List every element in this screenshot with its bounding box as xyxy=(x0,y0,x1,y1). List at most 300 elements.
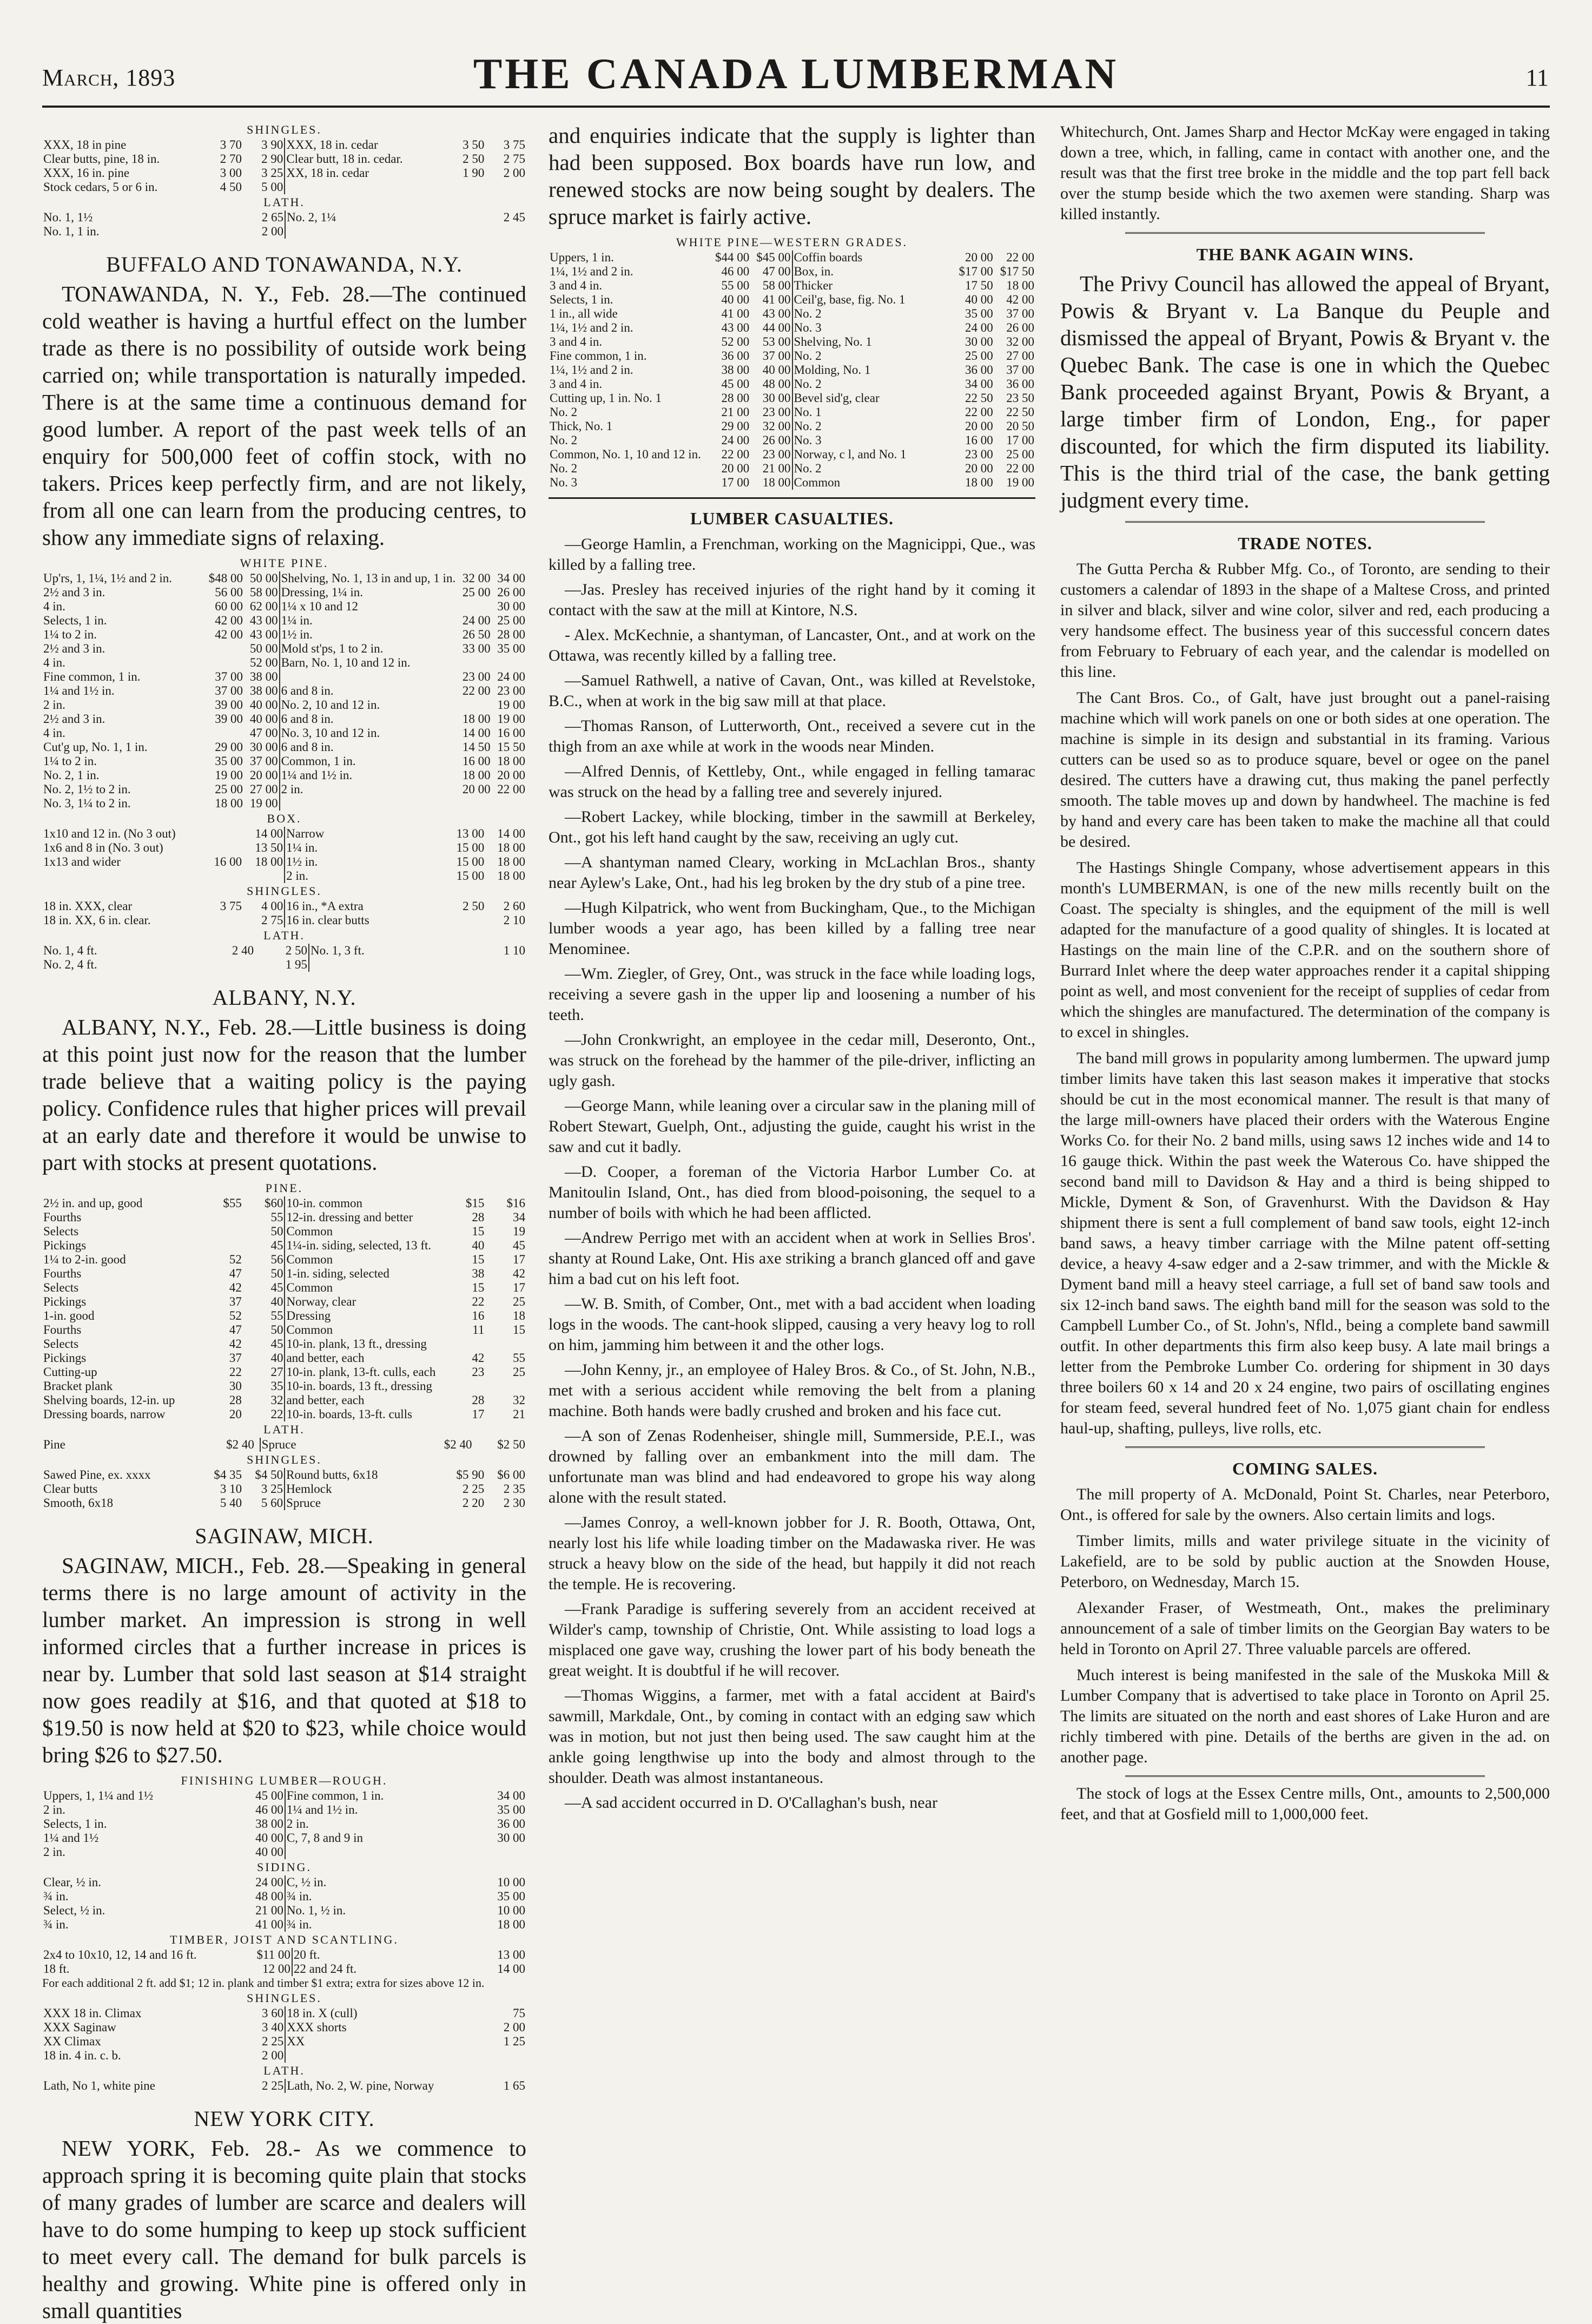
table-cell: 1-in. good xyxy=(43,1309,95,1322)
table-cell: 27 xyxy=(270,1365,283,1379)
table-cell: 36 00 xyxy=(1006,377,1034,391)
table-cell: 27 00 xyxy=(1006,349,1034,363)
table-cell: 17 50 xyxy=(965,279,993,292)
table-cell: No. 1, ½ in. xyxy=(285,1904,445,1918)
table-cell xyxy=(202,1239,243,1253)
table-heading: SHINGLES. xyxy=(247,1453,322,1466)
table-cell: 2 75 xyxy=(261,913,283,927)
table-cell: No. 1 xyxy=(792,405,953,419)
table-cell: 15 00 xyxy=(456,869,485,883)
table-cell: 58 00 xyxy=(249,585,278,599)
table-cell: Lath, No. 2, W. pine, Norway xyxy=(285,2079,445,2093)
table-row xyxy=(42,152,526,166)
table-cell: 21 xyxy=(513,1407,525,1421)
table-cell: 52 00 xyxy=(249,656,278,669)
table-cell: 40 xyxy=(270,1351,283,1365)
coming-sales-list xyxy=(1060,1484,1550,1768)
table-cell: 3 00 xyxy=(220,166,242,180)
table-cell: 34 00 xyxy=(965,377,993,391)
table-cell: 56 xyxy=(270,1253,283,1266)
table-cell: 20 00 xyxy=(497,768,525,782)
table-cell: 1½ in. xyxy=(280,628,457,642)
table-cell: ¾ in. xyxy=(285,1918,445,1932)
table-cell: No. 3, 10 and 12 in. xyxy=(280,726,457,740)
table-cell: 40 00 xyxy=(721,293,750,306)
table-cell: XXX shorts xyxy=(285,2020,445,2035)
table-row xyxy=(42,958,526,972)
table-cell: Norway, clear xyxy=(285,1295,444,1309)
table-row xyxy=(42,1210,526,1224)
table-cell: 40 xyxy=(472,1239,485,1252)
table-cell: $17 50 xyxy=(1000,265,1034,278)
table-cell: 38 00 xyxy=(249,670,278,683)
table-cell: 2 00 xyxy=(261,225,284,238)
table-cell: Selects xyxy=(43,1337,79,1351)
table-cell: 3 40 xyxy=(261,2020,284,2034)
table-cell: 25 00 xyxy=(462,585,491,599)
table-row xyxy=(549,377,1035,391)
table-cell: Common xyxy=(285,1281,444,1295)
table-cell: 18 00 xyxy=(215,796,243,810)
table-cell xyxy=(485,1337,526,1351)
table-cell: No. 2 xyxy=(550,433,578,447)
table-cell: 2 45 xyxy=(503,210,525,224)
table-cell: $4 35 xyxy=(214,1468,242,1482)
table-cell: 34 xyxy=(513,1210,525,1224)
table-cell: Common xyxy=(285,1323,444,1337)
table-cell: Smooth, 6x18 xyxy=(43,1496,114,1510)
table-cell: 32 00 xyxy=(1006,335,1034,348)
table-cell: Selects xyxy=(43,1281,79,1294)
table-cell: Shelving, No. 1 xyxy=(792,335,953,349)
table-cell: 34 00 xyxy=(497,571,525,585)
casualty-item: —Robert Lackey, while blocking, timber in the sawmill at Berkeley, Ont., got his left hand caught by the saw, receiving an ugly cut. xyxy=(549,808,1035,846)
table-cell: Selects xyxy=(43,1224,79,1238)
trade-note: The band mill grows in popularity among lumbermen. The upward jump timber limits have taken this last season makes it imperative that stocks should be cut in the most economical manner. The result is that many of the large mill-owners have placed their orders with the Waterous Engine Works Co. for their No. 2 band mills, using saws 12 inches wide and 14 to 16 gauge thick. Within the past week the Waterous Co. have shipped the second band mill to Davidson & Hay and a third is being shipped to Mickle, Dyment & Son, of Gravenhurst. With the Davidson & Hay shipment there is sent a full complement of band saw tools, eight 12-inch band saws, a heavy timber carriage with the Milne patent off-setting device, a heavy 4-saw edger and a 2-saw trimmer, and with the Mickle & Dyment band mill a heavy steel carriage, a full set of band saw tools and six 12-inch band saws. The eighth band mill for the season was sold to the Campbell Lumber Co., of St. John's, Nfld., being a complete band sawmill outfit. In other departments this firm also keep busy. A late mail brings a letter from the Pembroke Lumber Co. ordering for shipment in 30 days three boilers 60 x 14 and 20 x 24 engine, two pairs of oscillating engines for steam feed, several hundred feet of No. 1,075 giant chain for endless haul-up, shafting, pulleys, live rolls, etc. xyxy=(1060,1049,1550,1437)
table-cell: 15 xyxy=(513,1323,525,1337)
table-cell: 6 and 8 in. xyxy=(280,684,457,698)
table-cell: 1½ in. xyxy=(285,855,444,869)
table-cell: 18 ft. xyxy=(43,1962,70,1976)
table-cell: 10-in. boards, 13-ft. culls xyxy=(285,1407,444,1421)
table-cell: 10-in. plank, 13 ft., dressing xyxy=(285,1337,444,1351)
table-row xyxy=(42,180,526,194)
table-cell: 10-in. common xyxy=(285,1196,444,1210)
table-cell: 50 xyxy=(270,1224,283,1238)
table-cell: Spruce xyxy=(260,1438,420,1452)
table-cell: 35 00 xyxy=(965,307,993,320)
table-row xyxy=(549,321,1035,335)
section-heading-buffalo: BUFFALO AND TONAWANDA, N.Y. xyxy=(106,252,463,276)
casualty-item: —Thomas Wiggins, a farmer, met with a fatal accident at Baird's sawmill, Markdale, Ont., by coming in contact with an edging saw which was in motion, but not just then being used. The saw caught him at the ankle going lengthwise up into the body and almost through to the shoulder. Death was almost instantaneous. xyxy=(549,1687,1035,1787)
casualty-item: —George Hamlin, a Frenchman, working on the Magnicippi, Que., was killed by a falling tree. xyxy=(549,535,1035,574)
table-cell: 18 in. XX, 6 in. clear. xyxy=(43,913,151,927)
table-cell xyxy=(445,225,451,239)
table-cell: 38 xyxy=(472,1267,485,1280)
table-cell: 1¼ to 2-in. good xyxy=(43,1253,126,1266)
table-cell: No. 3 xyxy=(792,321,953,335)
table-row xyxy=(549,335,1035,349)
table-row xyxy=(42,726,526,740)
table-cell: 3 10 xyxy=(220,1482,242,1496)
table-cell: 14 00 xyxy=(255,827,283,840)
table-cell: 37 00 xyxy=(215,684,243,697)
table-cell: 2 50 xyxy=(463,152,485,166)
table-row xyxy=(42,698,526,712)
table-cell: C, 7, 8 and 9 in xyxy=(285,1831,445,1845)
table-cell: 28 00 xyxy=(497,628,525,641)
table-cell: 18 in. 4 in. c. b. xyxy=(43,2049,121,2062)
table-cell: 62 00 xyxy=(249,600,278,613)
table-cell: 18 00 xyxy=(497,841,525,854)
table-row xyxy=(42,1351,526,1365)
table-cell: 16 00 xyxy=(214,855,242,868)
table-heading: LATH. xyxy=(263,195,305,209)
table-cell: and better, each xyxy=(285,1393,444,1407)
table-row xyxy=(42,1962,526,1976)
table-cell: Common xyxy=(285,1253,444,1267)
table-cell: No. 1, 1½ xyxy=(43,210,93,224)
table-row xyxy=(42,1337,526,1351)
table-cell: 46 00 xyxy=(255,1803,283,1816)
table-cell: No. 2, 1½ to 2 in. xyxy=(43,782,131,796)
casualty-item: —Jas. Presley has received injuries of the right hand by it coming it contact with the saw at the mill at Kintore, N.S. xyxy=(549,581,1035,619)
table-cell: 58 00 xyxy=(762,279,791,292)
table-row xyxy=(42,1845,526,1859)
table-cell: Pickings xyxy=(43,1351,87,1365)
table-cell: 17 xyxy=(513,1281,525,1294)
table-cell: 1 25 xyxy=(503,2035,525,2048)
table-cell: Uppers, 1, 1¼ and 1½ xyxy=(43,1789,154,1802)
table-cell: Pickings xyxy=(43,1239,87,1252)
table-cell xyxy=(457,600,491,614)
table-cell: XX Climax xyxy=(43,2035,101,2048)
table-cell: 17 00 xyxy=(1006,433,1034,447)
column-1 xyxy=(42,122,526,2323)
table-cell: 18 00 xyxy=(497,869,525,883)
table-cell xyxy=(202,958,255,972)
table-cell: $45 00 xyxy=(756,251,791,264)
table-cell: 2 00 xyxy=(503,2020,525,2034)
table-cell: 19 00 xyxy=(215,768,243,782)
table-cell: 2 75 xyxy=(503,152,525,166)
section-heading-saginaw: SAGINAW, MICH. xyxy=(195,1524,374,1548)
table-cell: Pickings xyxy=(43,1295,87,1308)
table-cell: 18 in. XXX, clear xyxy=(43,899,133,913)
table-cell: ¾ in. xyxy=(285,1890,445,1904)
table-cell: 18 00 xyxy=(1006,279,1034,292)
table-cell: 45 xyxy=(270,1337,283,1351)
table-cell xyxy=(445,2049,526,2063)
table-cell: 20 xyxy=(229,1407,242,1421)
casualty-item: —W. B. Smith, of Comber, Ont., met with a bad accident when loading logs in the woods. The cant-hook slipped, causing a very heavy log to roll on him, jamming him between it and the other logs. xyxy=(549,1295,1035,1354)
table-cell: 45 xyxy=(270,1281,283,1294)
table-cell: 41 00 xyxy=(255,1918,283,1931)
price-table xyxy=(42,827,526,883)
table-cell: 53 00 xyxy=(762,335,791,348)
table-row xyxy=(42,1407,526,1421)
table-heading: WHITE PINE—WESTERN GRADES. xyxy=(676,235,908,249)
table-cell: 42 00 xyxy=(1006,293,1034,306)
table-cell xyxy=(445,913,486,927)
table-cell: Clear butts, pine, 18 in. xyxy=(43,152,160,166)
table-cell: 40 00 xyxy=(762,363,791,377)
table-cell xyxy=(285,2049,445,2063)
table-cell: 6 and 8 in. xyxy=(280,740,457,754)
table-cell: Thick, No. 1 xyxy=(550,419,613,433)
table-cell: 48 00 xyxy=(255,1890,283,1903)
sale-item: The mill property of A. McDonald, Point St. Charles, near Peterboro, Ont., is offered for sale by the owners. Also certain limits and logs. xyxy=(1060,1485,1550,1524)
table-cell: 43 00 xyxy=(249,628,278,641)
section-heading-albany: ALBANY, N.Y. xyxy=(212,985,356,1010)
table-cell: Fine common, 1 in. xyxy=(43,670,141,683)
table-row xyxy=(42,210,526,225)
table-cell: 23 00 xyxy=(462,670,491,683)
table-cell: 28 xyxy=(472,1393,485,1407)
issue-date: March, 1893 xyxy=(42,64,176,91)
table-cell: $5 90 xyxy=(456,1468,485,1482)
table-cell: No. 2, 1 in. xyxy=(43,768,100,782)
table-cell: 22 00 xyxy=(721,447,750,461)
table-cell xyxy=(468,944,473,958)
table-cell: 40 xyxy=(270,1295,283,1308)
table-cell: 23 50 xyxy=(1006,391,1034,405)
table-row xyxy=(42,1393,526,1407)
table-cell: Cutting-up xyxy=(43,1365,97,1379)
table-cell: 1¼, 1½ and 2 in. xyxy=(550,265,633,278)
table-cell: 6 and 8 in. xyxy=(280,712,457,726)
table-row xyxy=(42,2079,526,2093)
table-cell: 45 00 xyxy=(721,377,750,391)
table-cell: 35 00 xyxy=(215,754,243,768)
section-heading-coming-sales: COMING SALES. xyxy=(1232,1459,1378,1478)
table-row xyxy=(42,899,526,913)
table-heading: PINE. xyxy=(265,1181,303,1195)
table-cell: 26 50 xyxy=(462,628,491,641)
table-cell: 40 00 xyxy=(249,712,278,726)
table-cell: 52 xyxy=(229,1309,242,1322)
table-cell: 3 50 xyxy=(463,138,485,152)
table-cell: 18 00 xyxy=(497,1918,525,1931)
table-cell: 20 ft. xyxy=(292,1948,452,1962)
casualty-item: —John Kenny, jr., an employee of Haley Bros. & Co., of St. John, N.B., met with a serious accident while removing the belt from a planing machine. Both hands were badly crushed and broken and his face cut. xyxy=(549,1361,1035,1420)
table-cell: 25 xyxy=(513,1365,525,1379)
table-cell: 2½ and 3 in. xyxy=(43,642,105,655)
section-rule xyxy=(1125,1775,1485,1778)
table-cell: 20 00 xyxy=(965,419,993,433)
table-cell: 1 65 xyxy=(503,2079,525,2092)
table-cell: $16 xyxy=(506,1196,525,1210)
table-cell: 27 00 xyxy=(249,782,278,796)
table-cell: 40 00 xyxy=(965,293,993,306)
table-row xyxy=(549,433,1035,447)
table-cell: 14 50 xyxy=(462,740,491,754)
table-cell: 45 xyxy=(270,1239,283,1252)
table-cell: 15 xyxy=(472,1253,485,1266)
table-heading: TIMBER, JOIST AND SCANTLING. xyxy=(170,1933,399,1946)
table-cell: Thicker xyxy=(792,279,953,293)
table-cell: 22 xyxy=(270,1407,283,1421)
table-cell: No. 2 xyxy=(550,462,578,475)
table-cell: 1 90 xyxy=(463,166,485,180)
table-cell xyxy=(202,225,208,239)
table-cell xyxy=(445,1379,486,1393)
trade-notes-list xyxy=(1060,559,1550,1439)
table-cell: 5 60 xyxy=(261,1496,283,1510)
casualty-item: —Frank Paradige is suffering severely from an accident received at Wilder's camp, township of Christie, Ont. While assisting to load logs a misplaced one gave way, crushing the lower part of his body beneath the great weight. It is doubtful if he will recover. xyxy=(549,1600,1035,1680)
table-cell: $15 xyxy=(465,1196,485,1210)
table-cell: and better, each xyxy=(285,1351,444,1365)
table-cell: XXX 18 in. Climax xyxy=(43,2006,142,2020)
table-cell: 24 00 xyxy=(462,614,491,627)
table-cell: 47 00 xyxy=(762,265,791,278)
table-cell: 3 25 xyxy=(261,1482,283,1496)
table-row xyxy=(549,265,1035,279)
table-cell: 20 00 xyxy=(965,462,993,475)
table-cell: $55 xyxy=(223,1196,242,1210)
table-cell: 24 00 xyxy=(497,670,525,683)
table-cell: 1x10 and 12 in. (No 3 out) xyxy=(43,827,176,840)
table-cell: 18 00 xyxy=(497,754,525,768)
table-cell: 25 00 xyxy=(1006,447,1034,461)
section-heading-newyork: NEW YORK CITY. xyxy=(194,2106,375,2131)
table-cell: 1¼, 1½ and 2 in. xyxy=(550,363,633,377)
trade-note: The Gutta Percha & Rubber Mfg. Co., of Toronto, are sending to their customers a calendar of 1893 in the shape of a Maltese Cross, and printed in silver and black, silver and wine color, silver and red, each producing a very handsome effect. The business year of this successful concern dates from February to February of each year, and the calendar is modelled on this line. xyxy=(1060,560,1550,681)
table-cell: Clear butt, 18 in. cedar. xyxy=(285,152,444,166)
section-rule xyxy=(1125,521,1485,524)
table-row xyxy=(42,1890,526,1904)
table-row xyxy=(42,1365,526,1379)
price-table xyxy=(42,944,526,972)
table-cell: 22 and 24 ft. xyxy=(292,1962,452,1976)
table-cell: Dressing, 1¼ in. xyxy=(280,585,457,600)
table-cell: 17 xyxy=(472,1407,485,1421)
table-cell: XXX Saginaw xyxy=(43,2020,116,2034)
table-cell: 1-in. siding, selected xyxy=(285,1267,444,1281)
table-cell: 50 xyxy=(270,1267,283,1280)
table-cell xyxy=(202,642,244,656)
table-cell: 20 00 xyxy=(721,462,750,475)
table-heading: SHINGLES. xyxy=(247,1991,322,2005)
table-row xyxy=(549,405,1035,419)
table-cell: XXX, 16 in. pine xyxy=(43,166,130,180)
table-cell: 10-in. plank, 13-ft. culls, each xyxy=(285,1365,444,1379)
table-cell: 1 in., all wide xyxy=(550,307,618,320)
table-cell: 28 00 xyxy=(721,391,750,405)
table-cell: 30 00 xyxy=(965,335,993,348)
table-cell: 44 00 xyxy=(762,321,791,334)
table-cell: 2 25 xyxy=(261,2035,284,2048)
table-cell: 1¼ in. xyxy=(280,614,457,628)
trade-note: The Cant Bros. Co., of Galt, have just brought out a panel-raising machine which will work panels on one or both sides at one operation. The machine is simple in its design and substantial in its framing. Various cutters can be used so as to produce square, bevel or ogee on the panel desired. The cutters have a drawing cut, thus making the panel perfectly smooth. The table moves up and down by handwheel. The machine is fed by hand and every care has been taken to make the machine all that could be desired. xyxy=(1060,689,1550,851)
table-row xyxy=(549,363,1035,377)
article-text: TONAWANDA, N. Y., Feb. 28.—The continued cold weather is having a hurtful effect on the lumber trade as there is no possibility of outside work being carried on; while transportation is naturally impeded. There is at the same time a continuous demand for good lumber. A report of the past week tells of an enquiry for 500,000 feet of coffin stock, with no takers. Prices keep perfectly firm, and are not likely, from all one can learn from the producing centres, to show any immediate signs of relaxing. xyxy=(42,281,526,550)
table-cell: 2 20 xyxy=(463,1496,485,1510)
casualty-item: —A son of Zenas Rodenheiser, shingle mill, Summerside, P.E.I., was drowned by falling over an embankment into the mill dam. The unfortunate man was blind and had endeavored to grope his way along alone with the result stated. xyxy=(549,1427,1035,1506)
table-cell: 22 xyxy=(229,1365,242,1379)
table-row xyxy=(42,869,526,883)
table-cell: 16 00 xyxy=(462,754,491,768)
sale-item: Much interest is being manifested in the sale of the Muskoka Mill & Lumber Company that is advertised to take place in Toronto on April 25. The limits are situated on the north and east shores of Lake Huron and are richly timbered with pine. Details of the berths are given in the ad. on another page. xyxy=(1060,1666,1550,1766)
table-cell: Selects, 1 in. xyxy=(550,293,613,306)
table-cell: 2 60 xyxy=(503,899,525,913)
table-cell: 3 90 xyxy=(261,138,283,152)
table-cell: 25 00 xyxy=(965,349,993,363)
table-cell: 2 in. xyxy=(280,782,457,796)
table-cell: No. 2, 10 and 12 in. xyxy=(280,698,457,712)
table-row xyxy=(42,841,526,855)
table-cell xyxy=(457,656,491,670)
table-cell: 2½ and 3 in. xyxy=(43,585,105,599)
table-cell: No. 2 xyxy=(792,307,953,321)
table-cell: 17 xyxy=(513,1253,525,1266)
table-cell: 1¼ to 2 in. xyxy=(43,754,97,768)
table-cell: Ceil'g, base, fig. No. 1 xyxy=(792,293,953,307)
table-cell: 19 00 xyxy=(497,712,525,726)
table-cell: 30 00 xyxy=(497,1831,525,1845)
table-cell: 55 xyxy=(270,1210,283,1224)
table-row xyxy=(42,1239,526,1253)
article-text: Whitechurch, Ont. James Sharp and Hector McKay were engaged in taking down a tree, which, in falling, came in contact with another one, and the result was that the first tree broke in the middle and the top part fell back over the stump beside which the two axemen were standing. Sharp was killed instantly. xyxy=(1060,123,1550,223)
table-cell xyxy=(202,869,243,883)
table-cell: 30 00 xyxy=(249,740,278,754)
table-cell xyxy=(485,180,526,194)
table-cell: 4 in. xyxy=(43,656,65,669)
table-row xyxy=(42,1948,526,1962)
table-cell: 3 and 4 in. xyxy=(550,335,603,348)
table-cell: 18 00 xyxy=(255,855,283,868)
table-cell: 60 00 xyxy=(215,600,243,613)
table-cell: 42 xyxy=(513,1267,525,1280)
casualty-item: —Thomas Ranson, of Lutterworth, Ont., received a severe cut in the thigh from an axe while at work in the woods near Minden. xyxy=(549,717,1035,755)
table-cell: Shelving boards, 12-in. up xyxy=(43,1393,175,1407)
article-text: ALBANY, N.Y., Feb. 28.—Little business is doing at this point just now for the reason that the lumber trade believe that a waiting policy is the paying policy. Confidence rules that higher prices will prevail at an early date and therefore it would be unwise to part with stocks at present quotations. xyxy=(42,1015,526,1175)
table-row xyxy=(42,1281,526,1295)
table-cell: 33 00 xyxy=(462,642,491,655)
table-cell: 18 00 xyxy=(965,476,993,489)
casualty-item: —James Conroy, a well-known jobber for J. R. Booth, Ottawa, Ont, nearly lost his life while loading timber on the Madawaska river. He was struck a heavy blow on the side of the head, but happily it did not reach the temple. He is recovering. xyxy=(549,1513,1035,1593)
table-cell: 47 00 xyxy=(249,726,278,740)
table-cell: Up'rs, 1, 1¼, 1½ and 2 in. xyxy=(43,571,172,585)
table-cell: 30 xyxy=(229,1379,242,1393)
price-table xyxy=(42,1948,526,1976)
table-cell: 19 xyxy=(513,1224,525,1238)
column-2 xyxy=(549,122,1035,2109)
section-rule xyxy=(549,497,1035,499)
table-cell xyxy=(473,958,526,972)
table-cell: 75 xyxy=(513,2006,525,2020)
table-cell: Round butts, 6x18 xyxy=(285,1468,444,1482)
table-cell: 36 00 xyxy=(721,349,750,363)
table-cell: XX xyxy=(285,2035,445,2049)
table-cell: 2x4 to 10x10, 12, 14 and 16 ft. xyxy=(43,1948,197,1961)
table-cell: 22 00 xyxy=(1006,462,1034,475)
table-cell: 25 xyxy=(513,1295,525,1308)
table-heading: SHINGLES. xyxy=(247,123,322,136)
table-cell: 2 70 xyxy=(220,152,242,166)
table-cell: 10 00 xyxy=(497,1875,525,1889)
table-cell: 55 xyxy=(270,1309,283,1322)
table-row xyxy=(42,754,526,768)
table-heading: FINISHING LUMBER—ROUGH. xyxy=(181,1774,388,1787)
table-cell xyxy=(202,210,208,225)
table-cell: 2 50 xyxy=(285,944,308,957)
section-rule xyxy=(1125,1446,1485,1449)
table-cell: 18 00 xyxy=(462,768,491,782)
table-cell: No. 3 xyxy=(792,433,953,447)
table-cell xyxy=(492,656,526,670)
table-cell: 26 00 xyxy=(1006,321,1034,334)
